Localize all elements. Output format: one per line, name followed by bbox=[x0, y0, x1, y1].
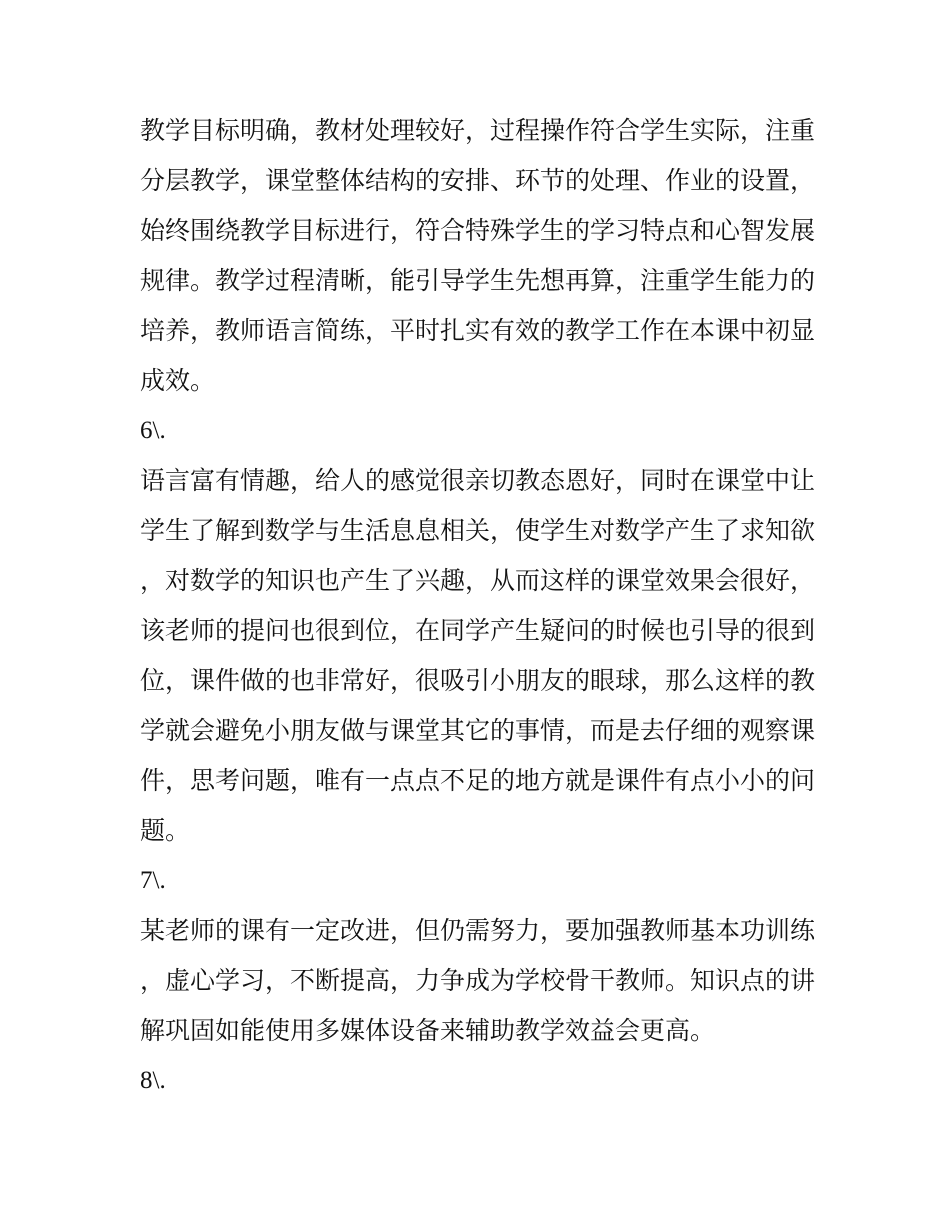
item-number-8: 8\. bbox=[140, 1067, 166, 1094]
paragraph-5-evaluation: 教学目标明确，教材处理较好，过程操作符合学生实际，注重分层教学，课堂整体结构的安排、环节的处理、作业的设置，始终围绕教学目标进行，符合特殊学生的学习特点和心智发展规律。教学过程清晰，能引导学生先想再算，注重学生能力的培养，教师语言简练，平时扎实有效的教学工作在本课中初显成效。 bbox=[140, 116, 816, 395]
item-number-7: 7\. bbox=[140, 867, 166, 894]
document-body bbox=[140, 106, 815, 1106]
paragraph-7-evaluation: 某老师的课有一定改进，但仍需努力，要加强教师基本功训练，虚心学习，不断提高，力争成为学校骨干教师。知识点的讲解巩固如能使用多媒体设备来辅助教学效益会更高。 bbox=[140, 916, 816, 1045]
paragraph-6-evaluation: 语言富有情趣，给人的感觉很亲切教态恩好，同时在课堂中让学生了解到数学与生活息息相关，使学生对数学产生了求知欲，对数学的知识也产生了兴趣，从而这样的课堂效果会很好，该老师的提问也很到位，在同学产生疑问的时候也引导的很到位，课件做的也非常好，很吸引小朋友的眼球，那么这样的教学就会避免小朋友做与课堂其它的事情，而是去仔细的观察课件，思考问题，唯有一点点不足的地方就是课件有点小小的问题。 bbox=[140, 466, 816, 845]
item-number-6: 6\. bbox=[140, 417, 166, 444]
